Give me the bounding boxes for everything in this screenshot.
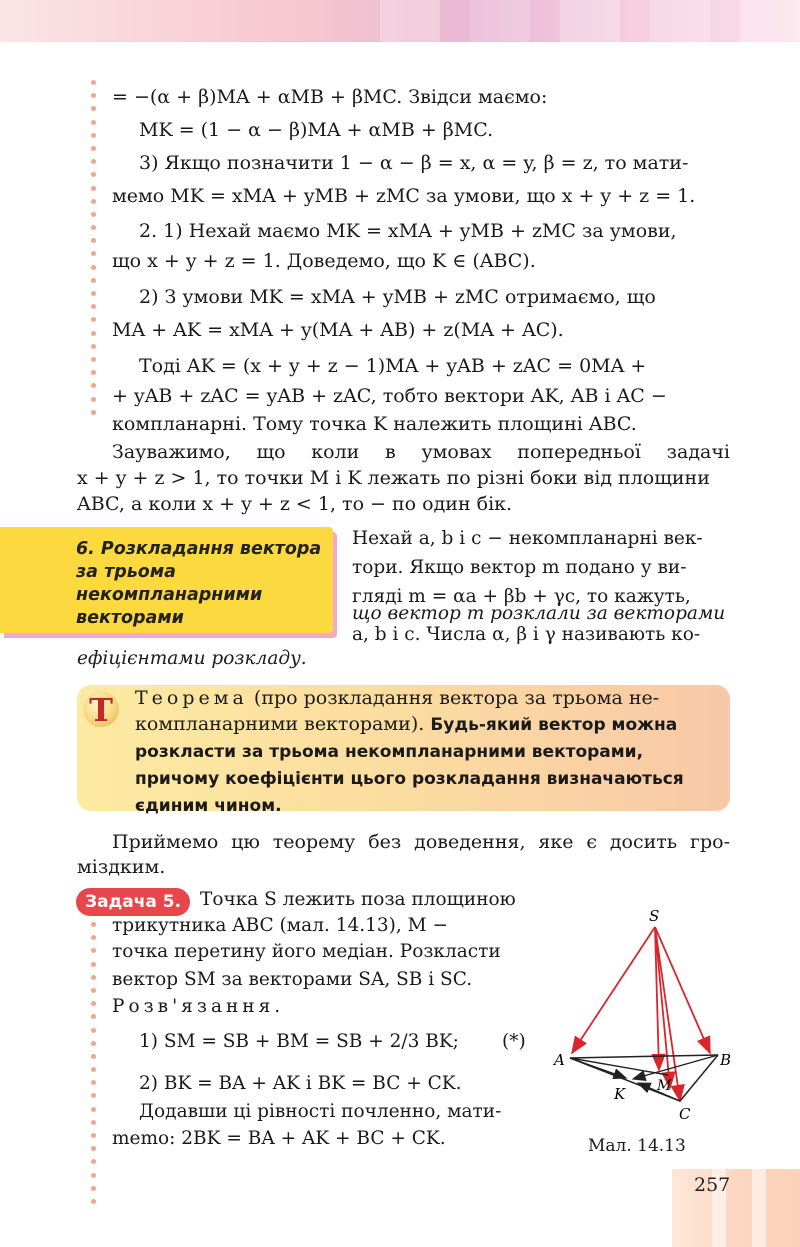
vector-SA: [572, 927, 655, 1053]
label-B: B: [720, 1051, 732, 1069]
math-line-11: компланарні. Тому точка K належить площині ABC.: [112, 413, 637, 435]
math-line-4: мемо MK = xMA + yMB + zMC за умови, що x + y + z = 1.: [112, 185, 696, 207]
median-A: [570, 1058, 668, 1075]
solution-label: Розв'язання.: [112, 996, 285, 1017]
theorem-intro: (про розкладання вектора за трьома не-компланарними векторами).: [135, 687, 660, 735]
task-line-2: трикутника ABC (мал. 14.13), M −: [112, 915, 448, 936]
solution-step-1: 1) SM = SB + BM = SB + 2/3 BK;: [139, 1031, 459, 1052]
theorem-label: Теорема: [135, 687, 248, 709]
theorem-box: [77, 685, 730, 816]
label-S: S: [649, 907, 660, 925]
math-line-9: Тоді AK = (x + y + z − 1)MA + yAB + zAC = 0MA +: [139, 355, 647, 377]
figure-caption: Мал. 14.13: [588, 1136, 686, 1156]
after-theorem-line-1: Приймемо цю теорему без доведення, яке є досить гро-: [112, 831, 730, 853]
math-line-1: = −(α + β)MA + αMB + βMC. Звідси маємо:: [112, 86, 548, 108]
task-line-1: Точка S лежить поза площиною: [200, 889, 516, 910]
task-line-3: точка перетину його медіан. Розкласти: [112, 941, 501, 962]
edge-AB: [570, 1055, 718, 1058]
task-badge: Задача 5.: [76, 888, 190, 916]
label-M: M: [657, 1078, 672, 1094]
section6-line-2: тори. Якщо вектор m подано у ви-: [352, 557, 687, 578]
math-line-10: + yAB + zAC = yAB + zAC, тобто вектори AK, AB і AC −: [112, 385, 667, 407]
section6-line-1: Нехай a, b і c − некомпланарні век-: [352, 528, 703, 549]
task-line-4: вектор SM за векторами SA, SB і SC.: [112, 969, 473, 990]
page-corner-decoration: [672, 1169, 800, 1247]
pyramid-figure: [548, 905, 748, 1125]
math-line-5: 2. 1) Нехай маємо MK = xMA + yMB + zMC за умови,: [139, 220, 677, 242]
remark-line-2: x + y + z > 1, то точки M і K лежать по різні боки від площини: [77, 467, 710, 489]
remark-line-1: Зауважимо, що коли в умовах попередньої задачі: [112, 441, 730, 463]
section6-line-6: ефіцієнтами розкладу.: [77, 648, 307, 669]
solution-step-3b: memo: 2BK = BA + AK + BC + CK.: [112, 1128, 446, 1149]
margin-dots: [90, 80, 98, 423]
page-header-decoration: [0, 0, 800, 42]
edge-BC: [680, 1055, 718, 1101]
label-K: K: [614, 1085, 626, 1103]
section6-line-3: гляді m = αa + βb + γc, то кажуть,: [352, 586, 691, 607]
label-C: C: [679, 1105, 691, 1123]
theorem-badge-icon: T: [83, 691, 119, 727]
math-line-8: MA + AK = xMA + y(MA + AB) + z(MA + AC).: [112, 319, 564, 341]
math-line-6: що x + y + z = 1. Доведемо, що K ∈ (ABC).: [112, 250, 536, 272]
theorem-statement: Будь-який вектор можна розкласти за трьома некомпланарними векторами, причому коефіцієнти цього розкладання визначаються єдиним чином.: [135, 715, 684, 816]
math-line-3: 3) Якщо позначити 1 − α − β = x, α = y, β = z, то мати-: [139, 152, 689, 174]
section6-line-4: що вектор m розклали за векторами: [352, 603, 726, 624]
section-heading: 6. Розкладання вектора за трьома некомпланарними векторами: [76, 539, 322, 628]
solution-step-3a: Додавши ці рівності почленно, мати-: [139, 1101, 502, 1122]
after-theorem-line-2: міздким.: [77, 856, 166, 878]
vector-AK: [570, 1058, 626, 1078]
label-A: A: [554, 1051, 565, 1069]
remark-line-3: ABC, а коли x + y + z < 1, то − по один бік.: [77, 493, 513, 515]
page-number: 257: [694, 1174, 731, 1196]
margin-dots-task: [90, 922, 98, 1212]
solution-star: (*): [502, 1031, 526, 1052]
theorem-text: [135, 685, 723, 819]
math-line-7: 2) З умови MK = xMA + yMB + zMC отримаємо, що: [139, 286, 656, 308]
section6-line-5: a, b і c. Числа α, β і γ називають ко-: [352, 624, 701, 645]
section-heading-box: [0, 527, 333, 633]
solution-step-2: 2) BK = BA + AK і BK = BC + CK.: [139, 1073, 462, 1094]
math-line-2: MK = (1 − α − β)MA + αMB + βMC.: [139, 119, 494, 141]
